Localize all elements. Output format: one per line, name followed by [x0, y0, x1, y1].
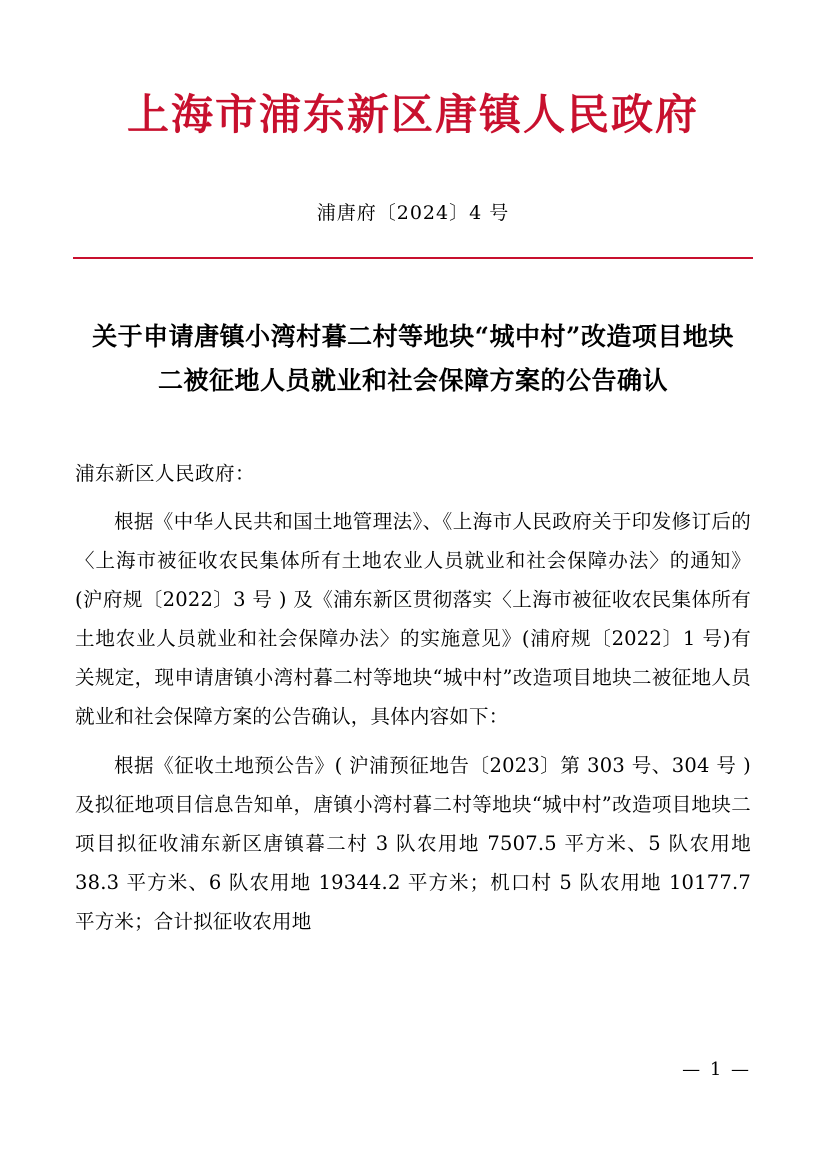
- recipient-line: 浦东新区人民政府：: [75, 461, 256, 485]
- body-paragraph-2: 根据《征收土地预公告》( 沪浦预征地告〔2023〕第 303 号、304 号 ) 及拟征地项目信息告知单，唐镇小湾村暮二村等地块“城中村”改造项目地块二项目拟征收浦东新区唐镇暮二村 3 队农用地 7507.5 平方米、5 队农用地 38.3 平方米、6 队农用地 19344.2 平方米；机口村 5 队农用地 10177.7 平方米；合计拟征收农用地: [75, 753, 751, 933]
- document-masthead: 上海市浦东新区唐镇人民政府: [126, 90, 699, 139]
- page-title: 关于申请唐镇小湾村暮二村等地块“城中村”改造项目地块二被征地人员就业和社会保障方案的公告确认: [92, 322, 734, 395]
- red-divider-rule: [73, 257, 753, 259]
- body-paragraph-1: 根据《中华人民共和国土地管理法》、《上海市人民政府关于印发修订后的〈上海市被征收农民集体所有土地农业人员就业和社会保障办法〉的通知》(沪府规〔2022〕3 号 ) 及《浦东新区贯彻落实〈上海市被征收农民集体所有土地农业人员就业和社会保障办法〉的实施意见》(浦府规〔2022〕1 号)有关规定，现申请唐镇小湾村暮二村等地块“城中村”改造项目地块二被征地人员就业和社会保障方案的公告确认，具体内容如下：: [75, 509, 751, 728]
- document-number: 浦唐府〔2024〕4 号: [316, 202, 510, 225]
- page-number: — 1 —: [682, 1059, 751, 1080]
